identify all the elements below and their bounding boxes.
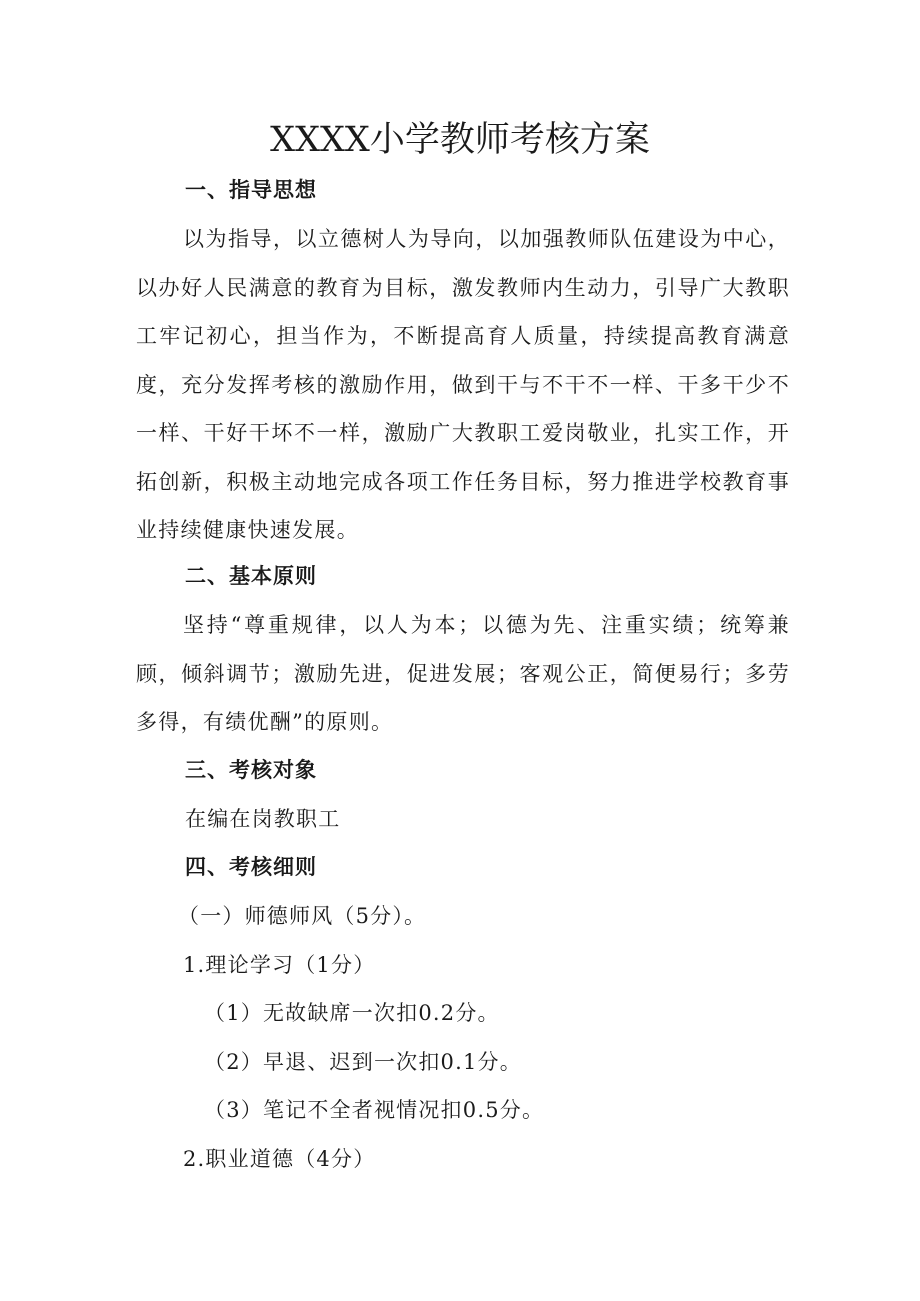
- rule-item-late: （2）早退、迟到一次扣0.1分。: [204, 1050, 522, 1074]
- rule-item-theory-study: 1.理论学习（1分）: [183, 953, 376, 977]
- document-title: XXXX小学教师考核方案: [270, 120, 650, 160]
- rule-item-absence: （1）无故缺席一次扣0.2分。: [204, 1001, 500, 1025]
- rule-item-professional-ethics: 2.职业道德（4分）: [183, 1147, 376, 1171]
- rule-item-notes: （3）笔记不全者视情况扣0.5分。: [204, 1098, 545, 1122]
- section-heading-basic-principles: 二、基本原则: [185, 564, 317, 588]
- section-heading-guiding-ideology: 一、指导思想: [185, 178, 317, 202]
- section-heading-assessment-rules: 四、考核细则: [185, 855, 317, 879]
- section-body-assessment-targets: 在编在岗教职工: [185, 807, 341, 831]
- rule-item-ethics: （一）师德师风（5分）。: [178, 904, 427, 928]
- section-body-guiding-ideology: 以为指导，以立德树人为导向，以加强教师队伍建设为中心，以办好人民满意的教育为目标，激发教师内生动力，引导广大教职工牢记初心，担当作为，不断提高育人质量，持续提高教育满意度，充分发挥考核的激励作用，做到干与不干不一样、干多干少不一样、干好干坏不一样，激励广大教职工爱岗敬业，扎实工作，开拓创新，积极主动地完成各项工作任务目标，努力推进学校教育事业持续健康快速发展。: [136, 227, 790, 542]
- section-body-basic-principles: 坚持“尊重规律，以人为本；以德为先、注重实绩；统筹兼顾，倾斜调节；激励先进，促进发展；客观公正，简便易行；多劳多得，有绩优酬”的原则。: [136, 613, 790, 734]
- section-heading-assessment-targets: 三、考核对象: [185, 758, 317, 782]
